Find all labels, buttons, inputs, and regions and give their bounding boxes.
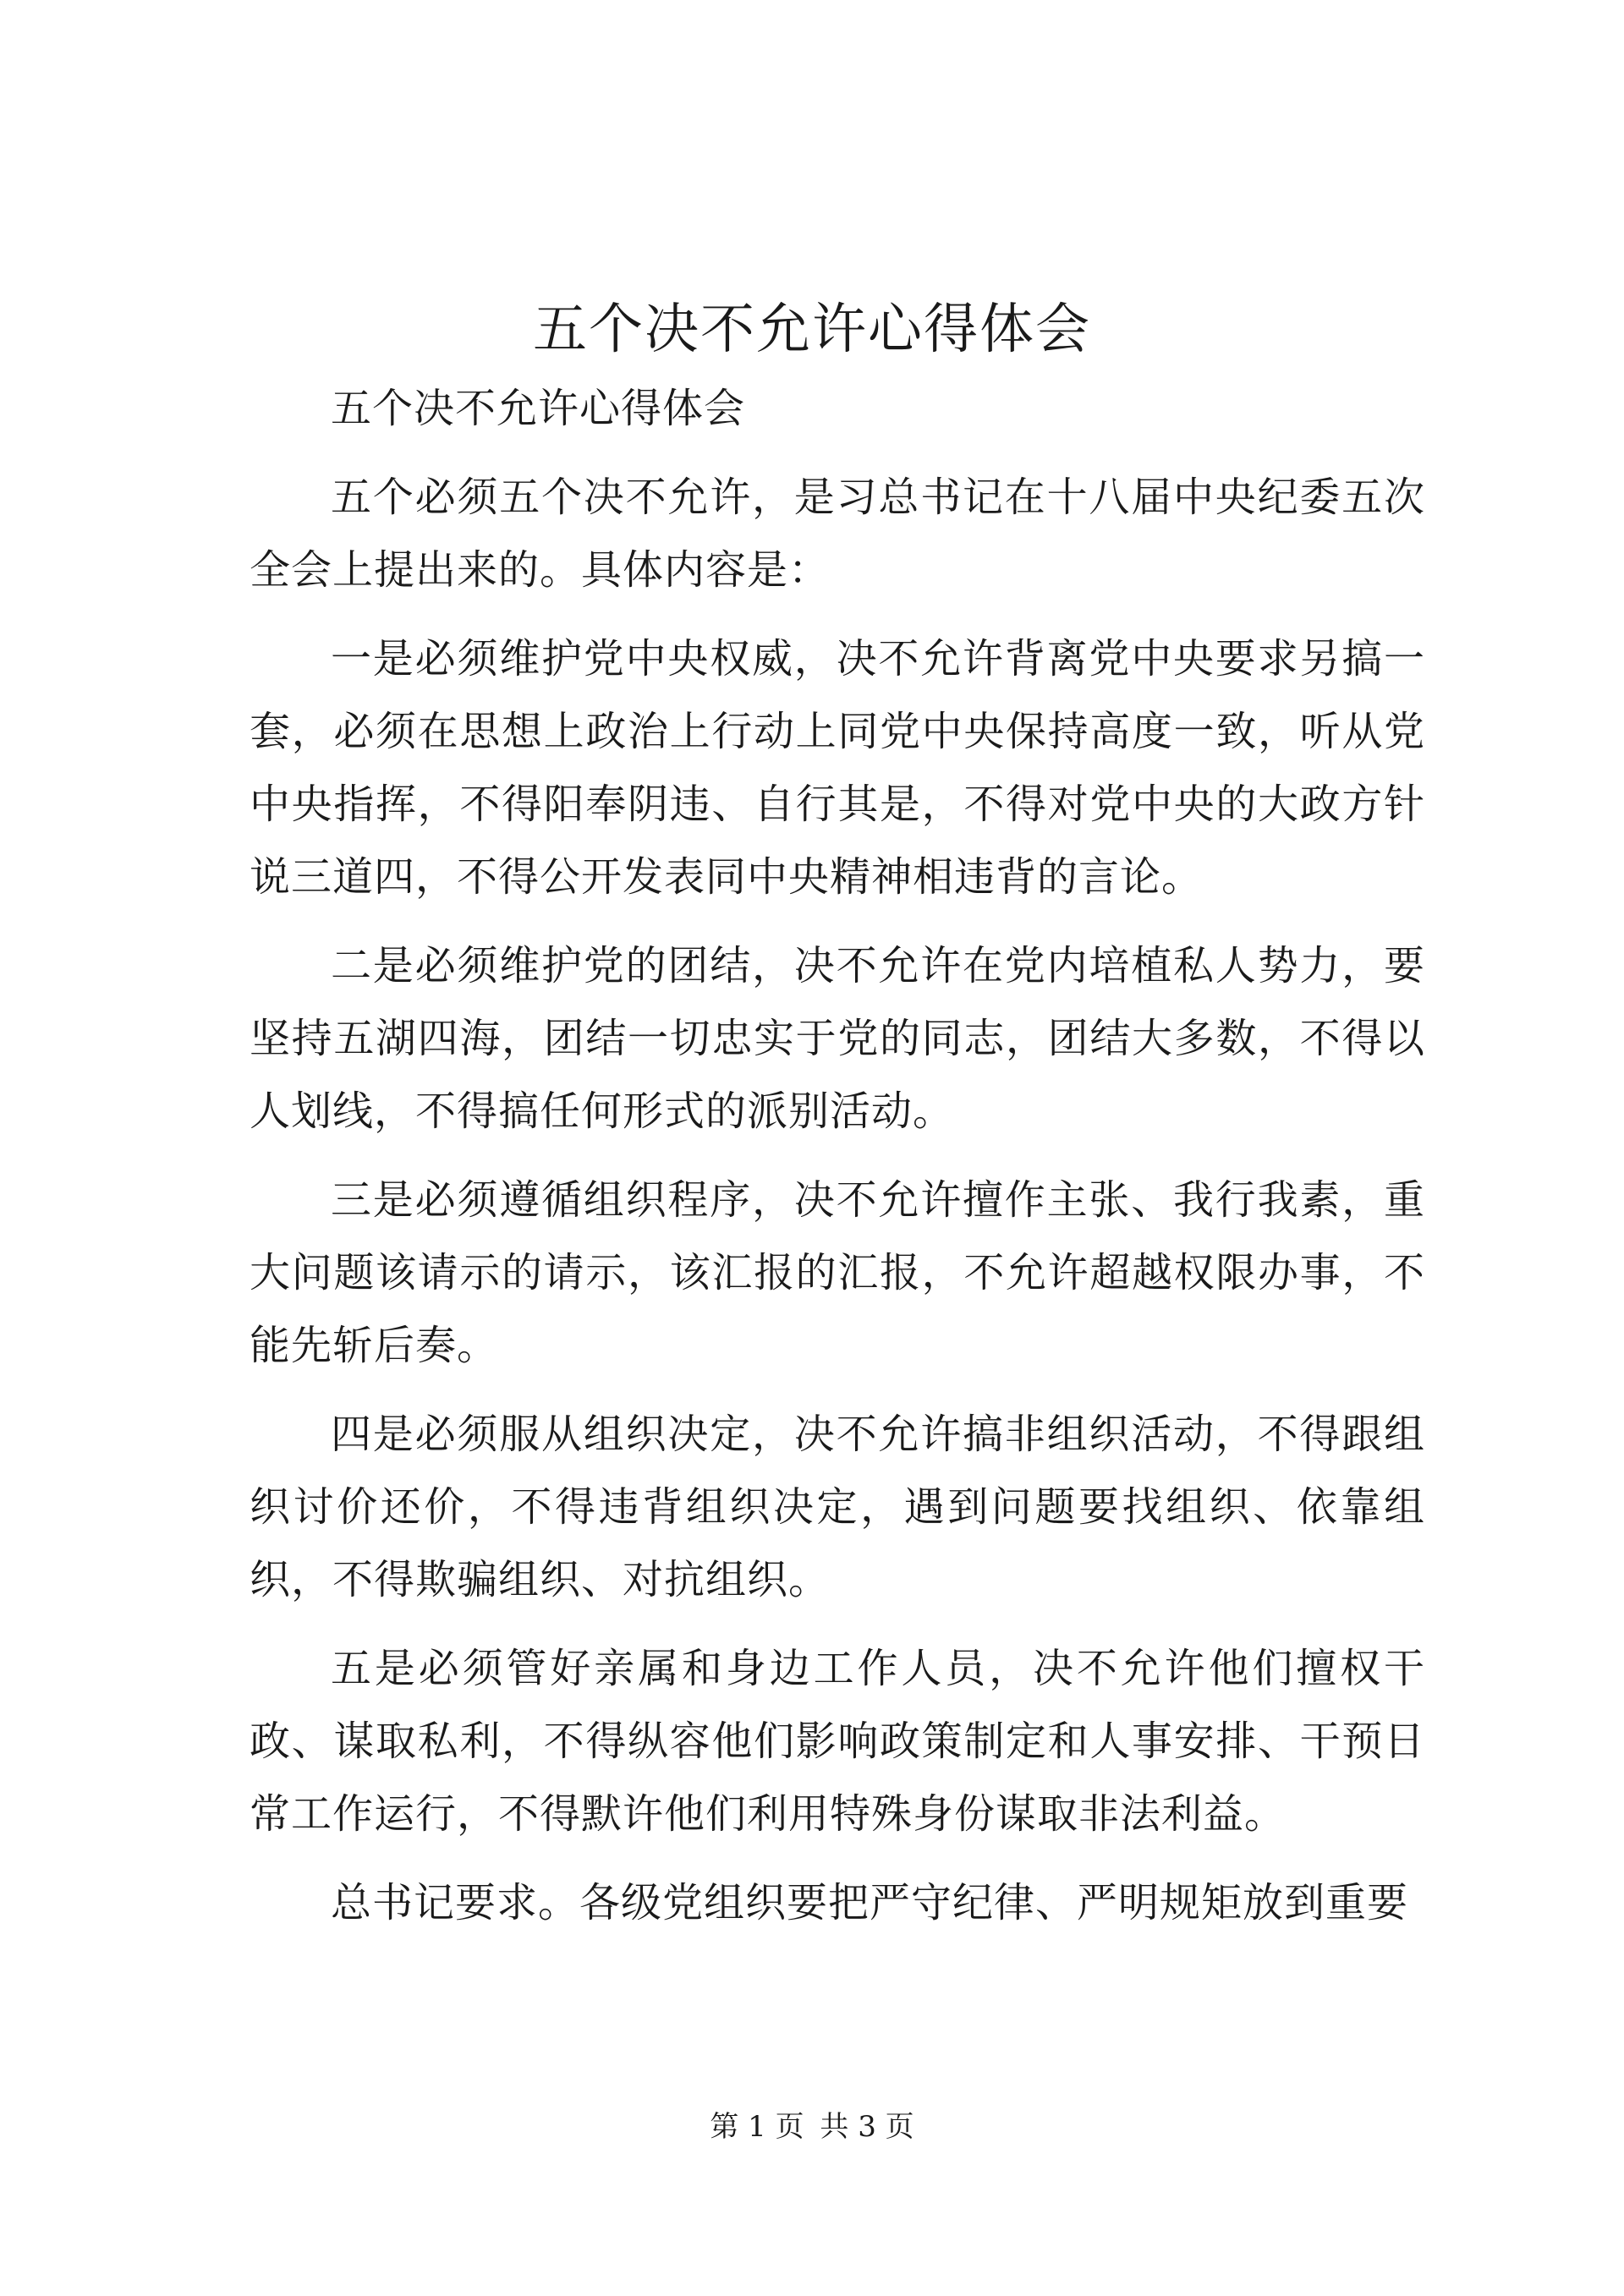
- page-number: 第 1 页: [710, 2110, 804, 2144]
- document-title: 五个决不允许心得体会: [533, 299, 1091, 361]
- document-body: [250, 372, 1425, 1955]
- page-total: 共 3 页: [820, 2110, 914, 2144]
- paragraph-subtitle: 五个决不允许心得体会: [331, 385, 746, 432]
- paragraph-intro: 五个必须五个决不允许，是习总书记在十八届中央纪委五次全会上提出来的。具体内容是：: [250, 474, 1425, 594]
- paragraph-point-2: 二是必须维护党的团结，决不允许在党内培植私人势力，要坚持五湖四海，团结一切忠实于党的同志，团结大多数，不得以人划线，不得搞任何形式的派别活动。: [250, 942, 1425, 1135]
- paragraph-point-5: 五是必须管好亲属和身边工作人员，决不允许他们擅权干政、谋取私利，不得纵容他们影响政策制定和人事安排、干预日常工作运行，不得默许他们利用特殊身份谋取非法利益。: [250, 1645, 1425, 1838]
- page-footer: [0, 2106, 1624, 2148]
- paragraph-point-3: 三是必须遵循组织程序，决不允许擅作主张、我行我素，重大问题该请示的请示，该汇报的汇报，不允许超越权限办事，不能先斩后奏。: [250, 1176, 1425, 1369]
- paragraph-summary: 总书记要求。各级党组织要把严守纪律、严明规矩放到重要: [331, 1879, 1409, 1926]
- paragraph-point-4: 四是必须服从组织决定，决不允许搞非组织活动，不得跟组织讨价还价，不得违背组织决定，遇到问题要找组织、依靠组织，不得欺骗组织、对抗组织。: [250, 1411, 1425, 1603]
- paragraph-point-1: 一是必须维护党中央权威，决不允许背离党中央要求另搞一套，必须在思想上政治上行动上同党中央保持高度一致，听从党中央指挥，不得阳奉阴违、自行其是，不得对党中央的大政方针说三道四，不得公开发表同中央精神相违背的言论。: [250, 635, 1425, 901]
